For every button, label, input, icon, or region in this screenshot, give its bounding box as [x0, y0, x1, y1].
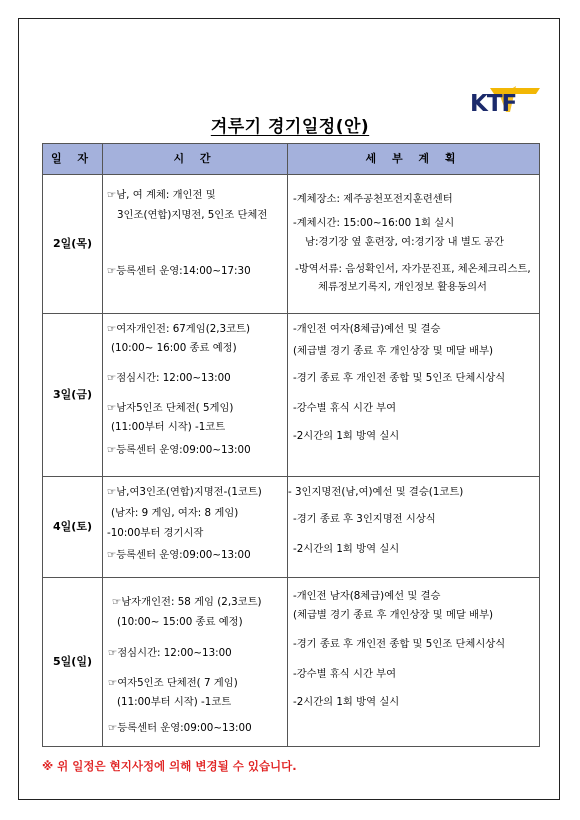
table-row [43, 175, 540, 314]
time-line: ☞등록센터 운영:09:00~13:00 [108, 722, 252, 734]
plan-cell [288, 477, 540, 578]
day-cell: 3일(금) [43, 314, 103, 477]
plan-line: -경기 종료 후 3인지명전 시상식 [293, 513, 436, 525]
time-line: (11:00부터 시작) -1코트 [117, 696, 232, 708]
time-line: -10:00부터 경기시작 [107, 527, 204, 539]
header-date: 일 자 [43, 144, 103, 175]
table-row [43, 314, 540, 477]
time-line: ☞남자개인전: 58 게임 (2,3코트) [112, 596, 262, 608]
time-line: (11:00부터 시작) -1코트 [111, 421, 226, 433]
plan-cell [288, 578, 540, 747]
plan-line: -2시간의 1회 방역 실시 [293, 696, 400, 708]
header-plan: 세 부 계 획 [288, 144, 540, 175]
plan-line: -계체시간: 15:00~16:00 1회 실시 [293, 217, 455, 229]
header-time: 시 간 [103, 144, 288, 175]
plan-line: (체급별 경기 종료 후 개인상장 및 메달 배부) [293, 609, 494, 621]
table-header-row [43, 144, 540, 175]
plan-line: -2시간의 1회 방역 실시 [293, 430, 400, 442]
plan-line: -경기 종료 후 개인전 종합 및 5인조 단체시상식 [293, 372, 506, 384]
plan-line: 체류정보기록지, 개인정보 활용동의서 [318, 281, 487, 293]
ktf-logo [470, 86, 540, 114]
time-cell [103, 477, 288, 578]
time-line: ☞점심시간: 12:00~13:00 [107, 372, 231, 384]
time-cell [103, 314, 288, 477]
time-cell [103, 578, 288, 747]
plan-line: -계체장소: 제주공천포전지훈련센터 [293, 193, 453, 205]
plan-line: -2시간의 1회 방역 실시 [293, 543, 400, 555]
plan-line: -개인전 여자(8체급)예선 및 결승 [293, 323, 441, 335]
schedule-notice: ※ 위 일정은 현지사정에 의해 변경될 수 있습니다. [42, 759, 297, 773]
time-line: ☞남, 여 계체: 개인전 및 [107, 189, 216, 201]
time-line: (남자: 9 게임, 여자: 8 게임) [111, 507, 239, 519]
plan-line: (체급별 경기 종료 후 개인상장 및 메달 배부) [293, 345, 494, 357]
ktf-logo-icon [470, 86, 540, 114]
logo-text: KTF [470, 91, 517, 114]
time-line: ☞남자5인조 단체전( 5게임) [107, 402, 234, 414]
plan-line: 남:경기장 옆 훈련장, 여:경기장 내 별도 공간 [305, 236, 504, 248]
plan-line: -강수별 휴식 시간 부여 [293, 668, 397, 680]
time-line: ☞여자개인전: 67게임(2,3코트) [107, 323, 251, 335]
time-cell [103, 175, 288, 314]
plan-line: - 3인지명전(남,여)예선 및 결승(1코트) [288, 486, 464, 498]
day-cell: 2일(목) [43, 175, 103, 314]
page-title: 겨루기 경기일정(안) [210, 117, 370, 137]
time-line: ☞등록센터 운영:09:00~13:00 [107, 549, 251, 561]
plan-cell [288, 314, 540, 477]
schedule-table [42, 143, 540, 747]
time-line: (10:00~ 16:00 종료 예정) [111, 342, 237, 354]
day-cell: 4일(토) [43, 477, 103, 578]
time-line: ☞등록센터 운영:14:00~17:30 [107, 265, 251, 277]
plan-line: -방역서류: 음성확인서, 자가문진표, 체온체크리스트, [295, 263, 531, 275]
plan-line: -강수별 휴식 시간 부여 [293, 402, 397, 414]
time-line: ☞등록센터 운영:09:00~13:00 [107, 444, 251, 456]
day-cell: 5일(일) [43, 578, 103, 747]
time-line: ☞점심시간: 12:00~13:00 [108, 647, 232, 659]
time-line: 3인조(연합)지명전, 5인조 단체전 [117, 209, 268, 221]
time-line: (10:00~ 15:00 종료 예정) [117, 616, 243, 628]
plan-line: -경기 종료 후 개인전 종합 및 5인조 단체시상식 [293, 638, 506, 650]
time-line: ☞남,여3인조(연합)지명전-(1코트) [107, 486, 262, 498]
time-line: ☞여자5인조 단체전( 7 게임) [108, 677, 238, 689]
plan-cell [288, 175, 540, 314]
table-row [43, 477, 540, 578]
plan-line: -개인전 남자(8체급)예선 및 결승 [293, 590, 441, 602]
table-row [43, 578, 540, 747]
